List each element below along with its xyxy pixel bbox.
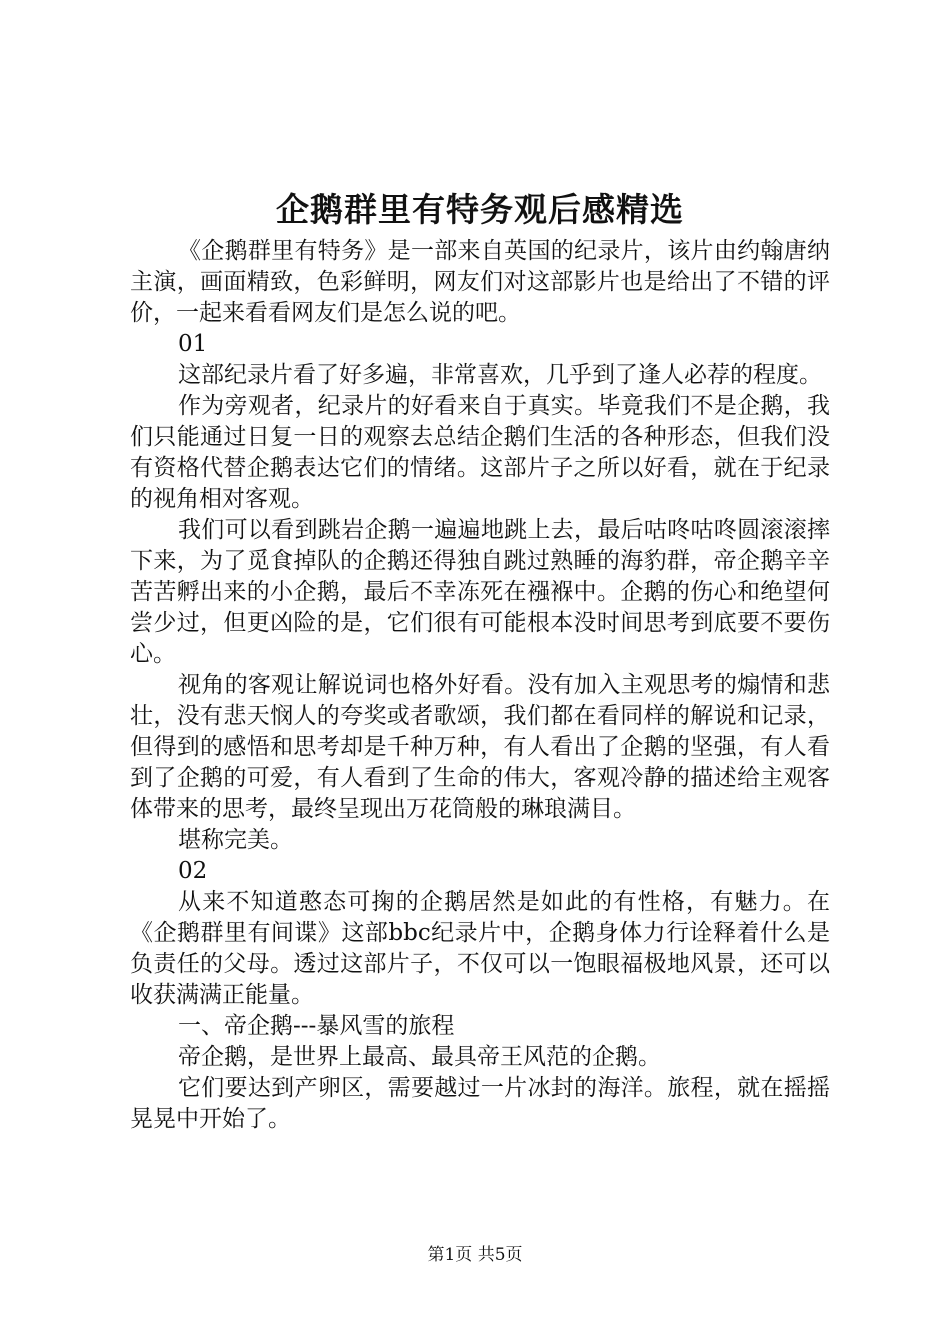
document-page xyxy=(130,186,830,1135)
body-paragraph: 从来不知道憨态可掬的企鹅居然是如此的有性格，有魅力。在《企鹅群里有间谍》这部bbc纪录片中，企鹅身体力行诠释着什么是负责任的父母。透过这部片子，不仅可以一饱眼福极地风景，还可以收获满满正能量。 xyxy=(130,889,830,1008)
intro-paragraph: 《企鹅群里有特务》是一部来自英国的纪录片，该片由约翰唐纳主演，画面精致，色彩鲜明，网友们对这部影片也是给出了不错的评价，一起来看看网友们是怎么说的吧。 xyxy=(130,238,830,326)
document-title: 企鹅群里有特务观后感精选 xyxy=(276,190,684,229)
section-heading: 一、帝企鹅---暴风雪的旅程 xyxy=(178,1013,455,1039)
body-paragraph: 作为旁观者，纪录片的好看来自于真实。毕竟我们不是企鹅，我们只能通过日复一日的观察去总结企鹅们生活的各种形态，但我们没有资格代替企鹅表达它们的情绪。这部片子之所以好看，就在于纪录的视角相对客观。 xyxy=(130,393,830,512)
section-number: 02 xyxy=(178,858,208,884)
body-paragraph: 视角的客观让解说词也格外好看。没有加入主观思考的煽情和悲壮，没有悲天悯人的夸奖或者歌颂，我们都在看同样的解说和记录，但得到的感悟和思考却是千种万种，有人看出了企鹅的坚强，有人看到了企鹅的可爱，有人看到了生命的伟大，客观冷静的描述给主观客体带来的思考，最终呈现出万花筒般的琳琅满目。 xyxy=(130,672,830,822)
body-paragraph: 这部纪录片看了好多遍，非常喜欢，几乎到了逢人必荐的程度。 xyxy=(178,362,822,388)
body-paragraph: 它们要达到产卵区，需要越过一片冰封的海洋。旅程，就在摇摇晃晃中开始了。 xyxy=(130,1075,830,1132)
body-paragraph: 帝企鹅，是世界上最高、最具帝王风范的企鹅。 xyxy=(178,1044,661,1070)
section-number: 01 xyxy=(178,331,208,357)
body-paragraph: 堪称完美。 xyxy=(178,827,293,853)
page-footer: 第1页 共5页 xyxy=(427,1245,523,1265)
body-paragraph: 我们可以看到跳岩企鹅一遍遍地跳上去，最后咕咚咕咚圆滚滚摔下来，为了觅食掉队的企鹅还得独自跳过熟睡的海豹群，帝企鹅辛辛苦苦孵出来的小企鹅，最后不幸冻死在襁褓中。企鹅的伤心和绝望何尝少过，但更凶险的是，它们很有可能根本没时间思考到底要不要伤心。 xyxy=(130,517,830,667)
